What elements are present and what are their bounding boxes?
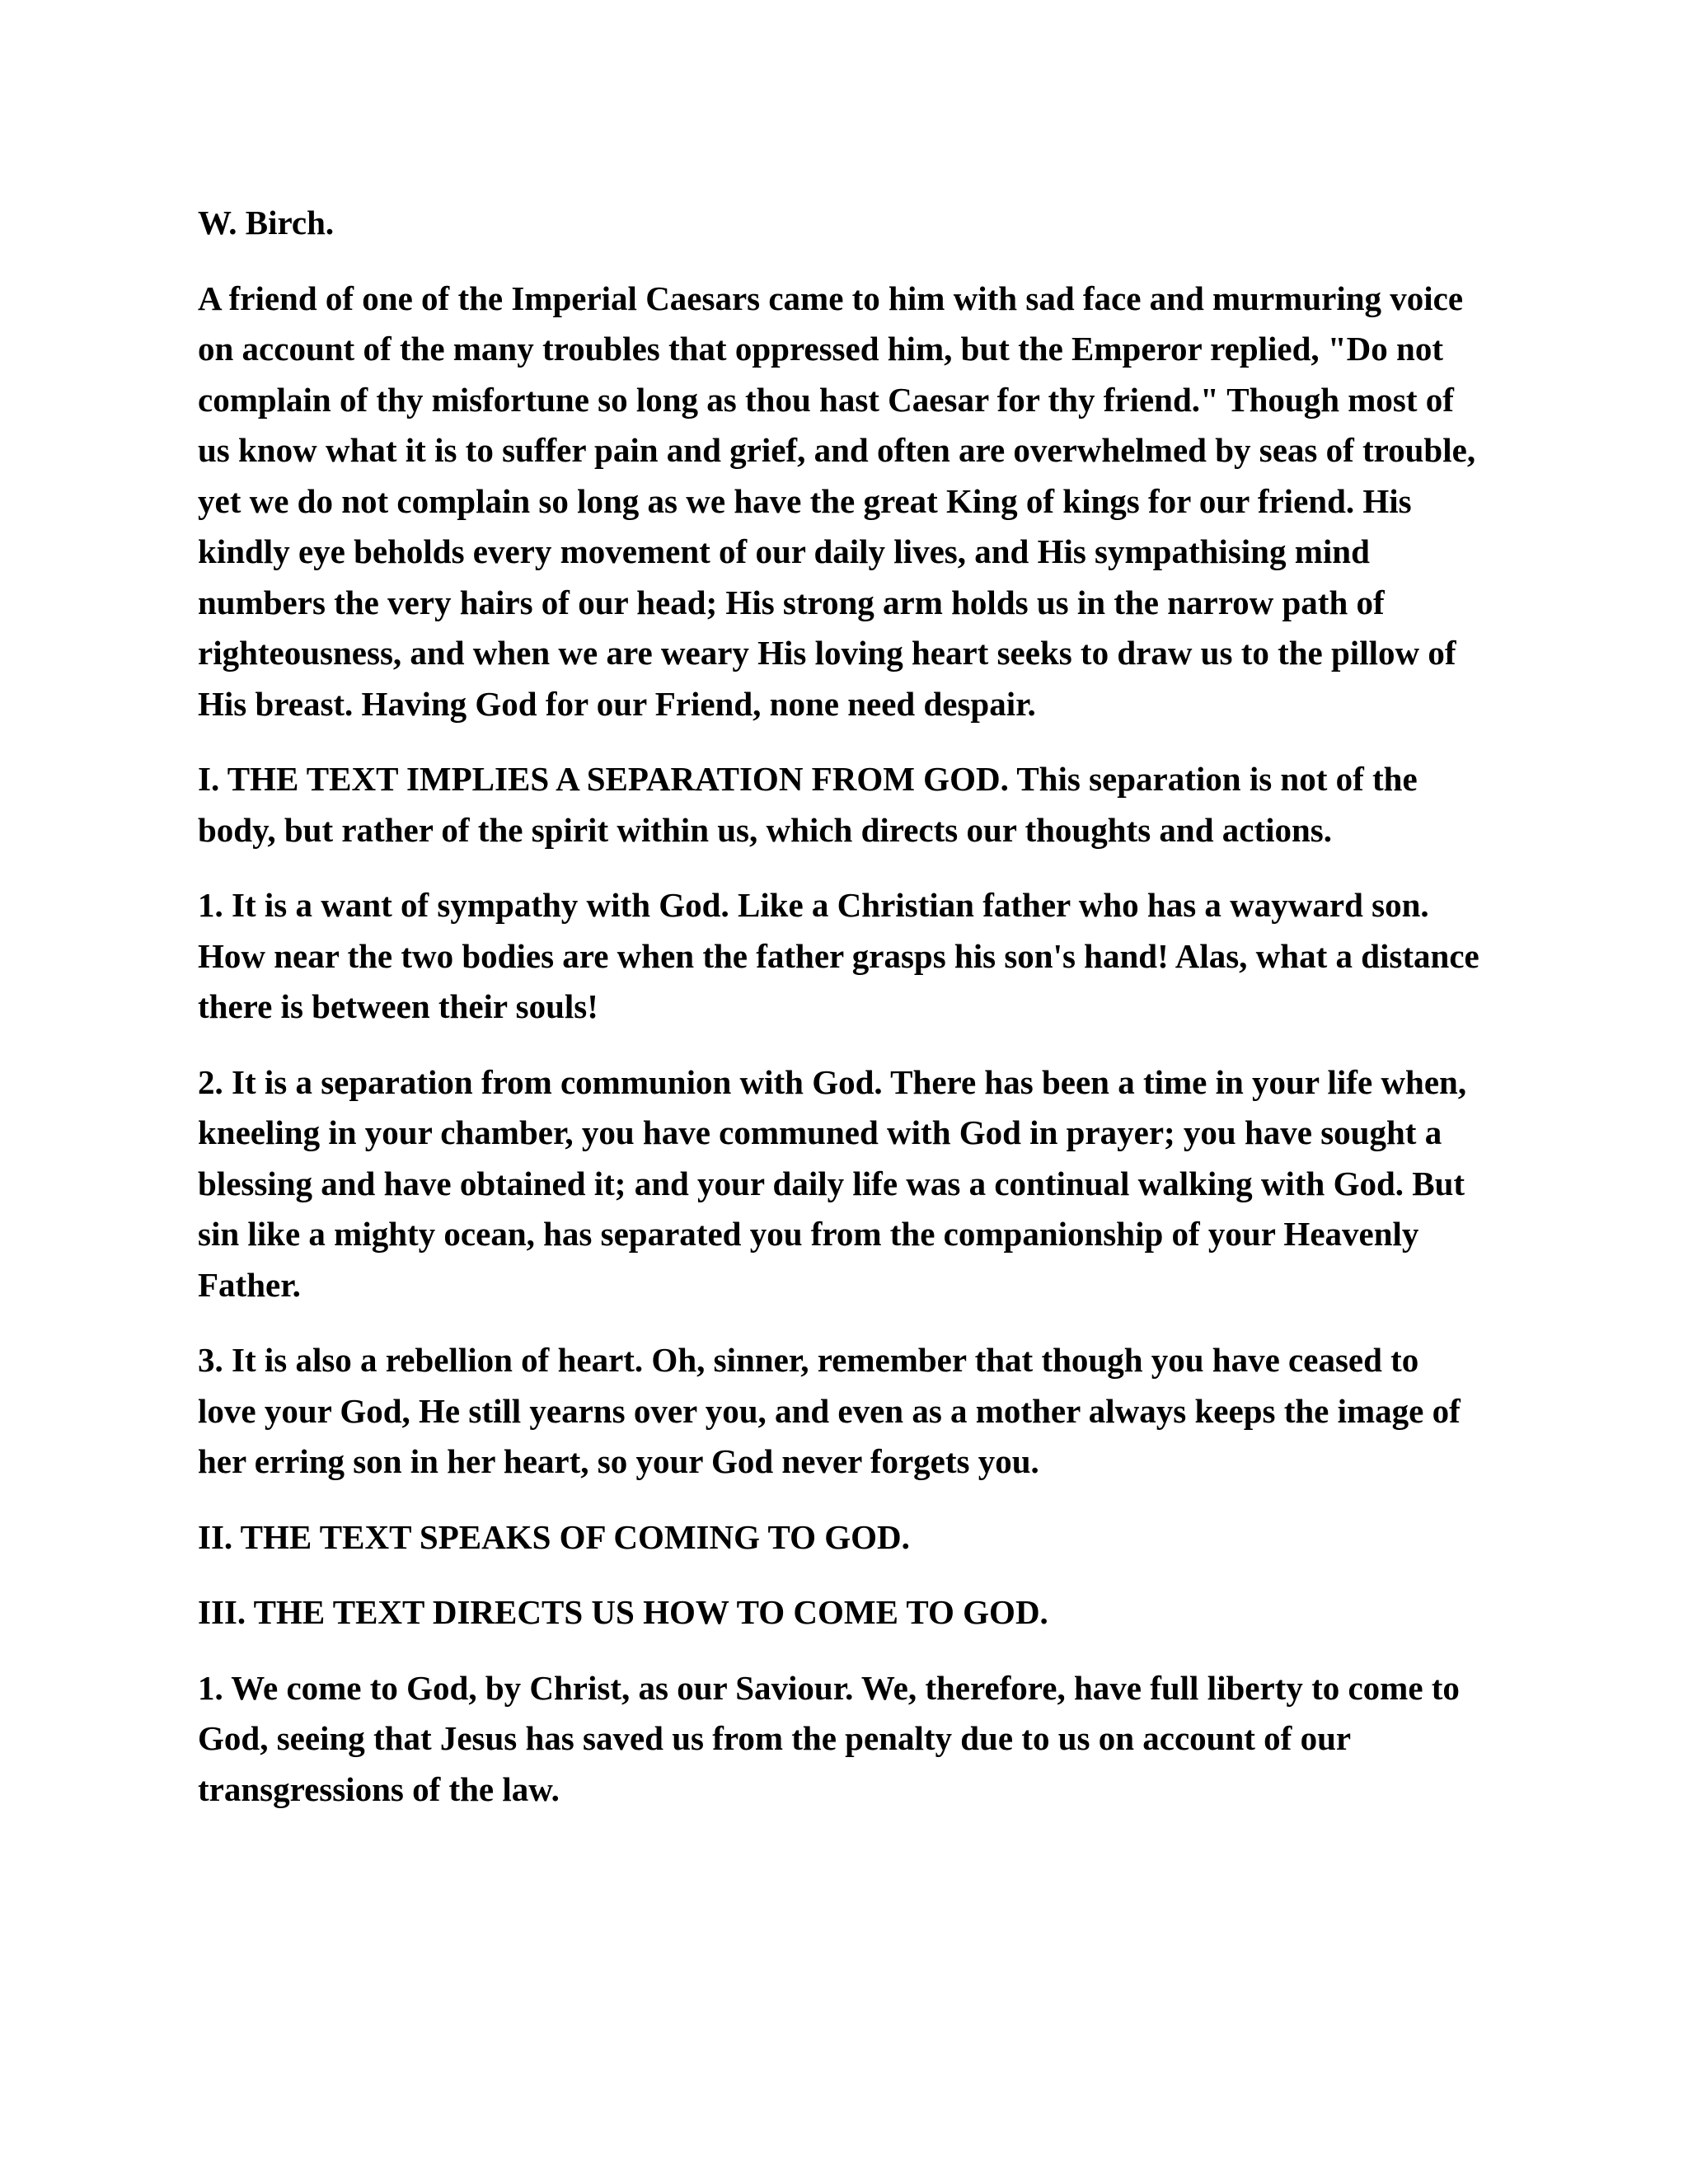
paragraph-intro: A friend of one of the Imperial Caesars came to him with sad face and murmuring voice on account of the many troubles that oppressed him, but the Emperor replied, "Do not complain of thy misfortune so long as thou hast Caesar for thy friend." Though most of us know what it is to suffer pain and grief, and often are overwhelmed by seas of trouble, yet we do not complain so long as we have the great King of kings for our friend. His kindly eye beholds every movement of our daily lives, and His sympathising mind numbers the very hairs of our head; His strong arm holds us in the narrow path of righteousness, and when we are weary His loving heart seeks to draw us to the pillow of His breast. Having God for our Friend, none need despair. xyxy=(198,279,1476,723)
heading-directions: III. THE TEXT DIRECTS US HOW TO COME TO GOD. xyxy=(198,1593,1048,1631)
point-communion: 2. It is a separation from communion with God. There has been a time in your life when, kneeling in your chamber, you have communed with God in prayer; you have sought a blessing and have obtained it; and your daily life was a continual walking with God. But sin like a mighty ocean, has separated you from the companionship of your Heavenly Father. xyxy=(198,1062,1467,1304)
author-line: W. Birch. xyxy=(198,204,335,241)
document-page xyxy=(198,198,1484,1840)
heading-separation: I. THE TEXT IMPLIES A SEPARATION FROM GOD. This separation is not of the body, but rather of the spirit within us, which directs our thoughts and actions. xyxy=(198,760,1418,849)
point-rebellion: 3. It is also a rebellion of heart. Oh, sinner, remember that though you have ceased to love your God, He still yearns over you, and even as a mother always keeps the image of her erring son in her heart, so your God never forgets you. xyxy=(198,1341,1461,1480)
point-sympathy: 1. It is a want of sympathy with God. Like a Christian father who has a wayward son. How near the two bodies are when the father grasps his son's hand! Alas, what a distance there is between their souls! xyxy=(198,886,1479,1025)
point-saviour: 1. We come to God, by Christ, as our Saviour. We, therefore, have full liberty to come to God, seeing that Jesus has saved us from the penalty due to us on account of our transgressions of the law. xyxy=(198,1668,1460,1808)
heading-coming: II. THE TEXT SPEAKS OF COMING TO GOD. xyxy=(198,1517,910,1556)
